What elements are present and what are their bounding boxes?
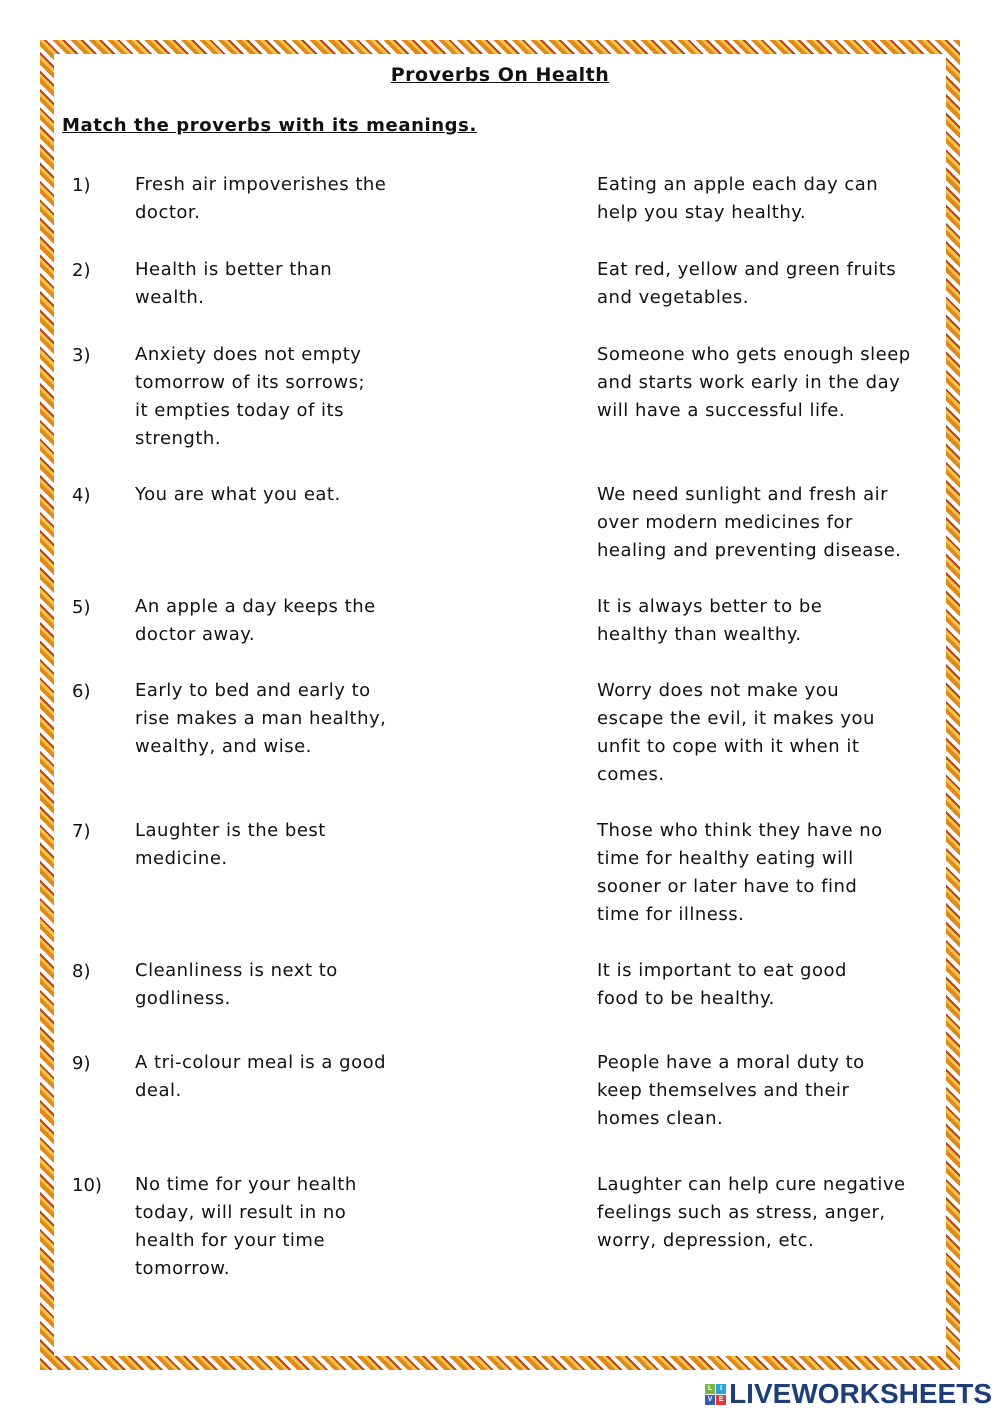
- item-number: 2): [72, 260, 91, 281]
- proverb-text[interactable]: Health is better than wealth.: [135, 259, 333, 308]
- meaning-text[interactable]: Someone who gets enough sleep and starts work early in the day will have a successful life.: [597, 344, 911, 421]
- item-number: 7): [72, 821, 91, 842]
- meaning-text[interactable]: It is important to eat good food to be healthy.: [597, 960, 847, 1009]
- item-number: 9): [72, 1053, 91, 1074]
- proverb-text[interactable]: Cleanliness is next to godliness.: [135, 960, 338, 1009]
- logo-cube-icon: [705, 1384, 726, 1405]
- meaning-text[interactable]: Those who think they have no time for healthy eating will sooner or later have to find time for illness.: [597, 820, 883, 925]
- proverb-text[interactable]: Laughter is the best medicine.: [135, 820, 326, 869]
- meaning-text[interactable]: Laughter can help cure negative feelings such as stress, anger, worry, depression, etc.: [597, 1174, 906, 1251]
- proverb-text[interactable]: Early to bed and early to rise makes a man healthy, wealthy, and wise.: [135, 680, 387, 757]
- item-number: 4): [72, 485, 91, 506]
- proverb-text[interactable]: You are what you eat.: [135, 484, 341, 505]
- logo-cube-letter: I: [716, 1384, 726, 1394]
- item-number: 10): [72, 1175, 102, 1196]
- logo-cube-letter: L: [705, 1384, 715, 1394]
- proverb-text[interactable]: Fresh air impoverishes the doctor.: [135, 174, 387, 223]
- item-number: 5): [72, 597, 91, 618]
- instruction: Match the proverbs with its meanings.: [62, 115, 477, 136]
- proverb-text[interactable]: An apple a day keeps the doctor away.: [135, 596, 376, 645]
- page-title: Proverbs On Health: [390, 64, 610, 86]
- liveworksheets-logo: [705, 1378, 992, 1410]
- proverb-text[interactable]: No time for your health today, will result in no health for your time tomorrow.: [135, 1174, 357, 1279]
- logo-cube-letter: V: [705, 1395, 715, 1405]
- item-number: 6): [72, 681, 91, 702]
- meaning-text[interactable]: We need sunlight and fresh air over modern medicines for healing and preventing disease.: [597, 484, 902, 561]
- meaning-text[interactable]: People have a moral duty to keep themselves and their homes clean.: [597, 1052, 865, 1129]
- meaning-text[interactable]: Eat red, yellow and green fruits and vegetables.: [597, 259, 897, 308]
- logo-cube-letter: E: [716, 1395, 726, 1405]
- proverb-text[interactable]: A tri-colour meal is a good deal.: [135, 1052, 387, 1101]
- proverb-text[interactable]: Anxiety does not empty tomorrow of its sorrows; it empties today of its strength.: [135, 344, 366, 449]
- item-number: 3): [72, 345, 91, 366]
- logo-text: LIVEWORKSHEETS: [729, 1378, 992, 1409]
- meaning-text[interactable]: It is always better to be healthy than wealthy.: [597, 596, 823, 645]
- meaning-text[interactable]: Worry does not make you escape the evil, it makes you unfit to cope with it when it comes.: [597, 680, 875, 785]
- meaning-text[interactable]: Eating an apple each day can help you stay healthy.: [597, 174, 879, 223]
- item-number: 8): [72, 961, 91, 982]
- item-number: 1): [72, 175, 91, 196]
